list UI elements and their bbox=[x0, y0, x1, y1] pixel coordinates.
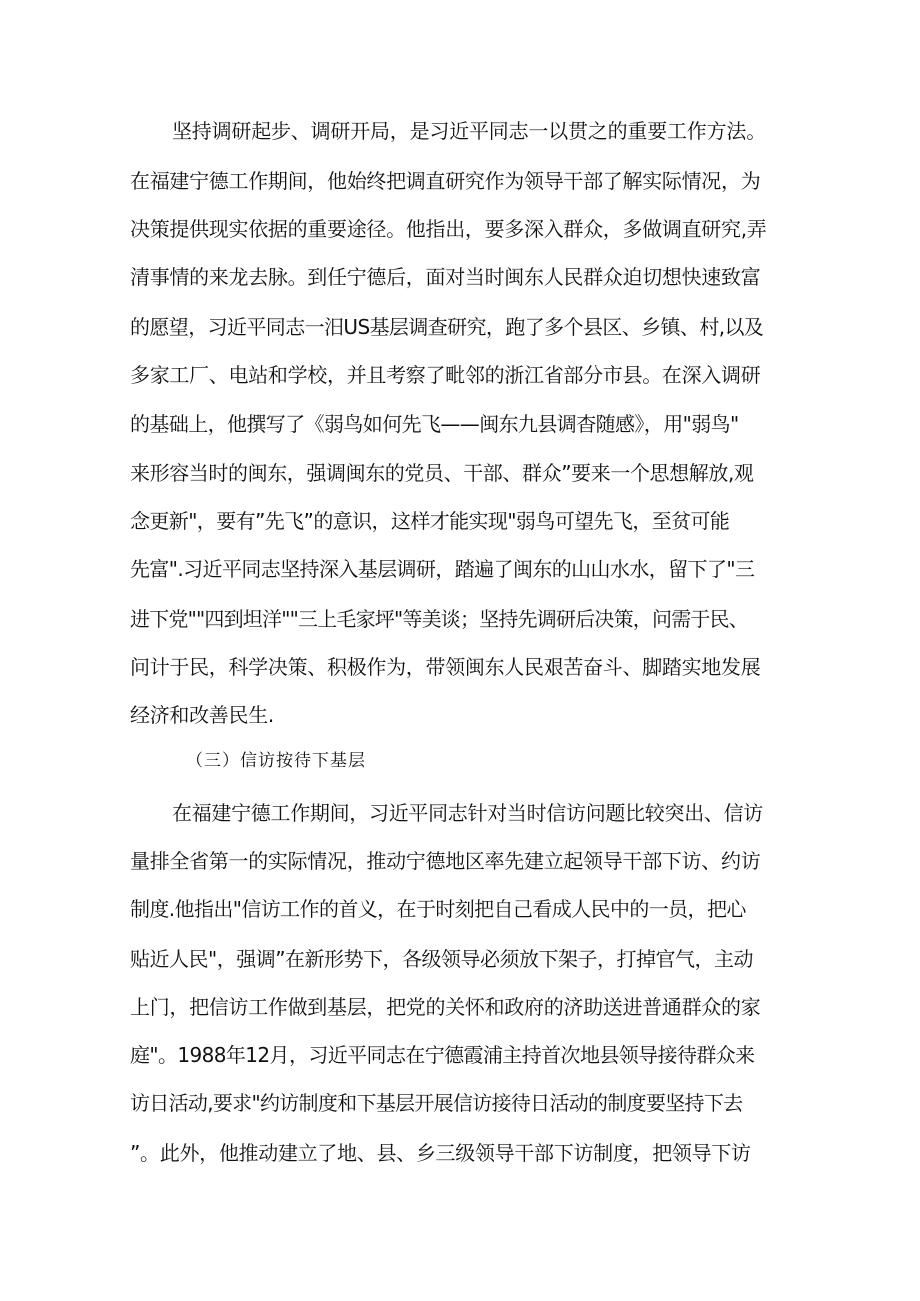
paragraph-line: 多家工厂、电站和学校，并且考察了毗邻的浙江省部分市县。在深入调研 bbox=[130, 363, 761, 387]
paragraph-line: 的愿望，习近平同志一汨US基层调查研究，跑了多个县区、乡镇、村,以及 bbox=[130, 315, 764, 339]
paragraph-line: 在福建宁德工作期间，他始终把调直研究作为领导干部了解实际情况，为 bbox=[130, 169, 761, 193]
paragraph-line: 贴近人民"，强调”在新形势下，各级领导必须放下架子，打掉官气，主动 bbox=[130, 947, 754, 971]
paragraph-line: 庭"。1988年12月，习近平同志在宁德霞浦主持首次地县领导接待群众来 bbox=[130, 1043, 755, 1067]
paragraph-line: 经济和改善民生. bbox=[130, 703, 274, 727]
paragraph-line: 坚持调研起步、调研开局，是习近平同志一以贯之的重要工作方法。 bbox=[172, 119, 766, 143]
paragraph-line: 来形容当时的闽东，强调闽东的党员、干部、群众”要来一个思想解放,观 bbox=[130, 461, 754, 485]
paragraph-line: 在福建宁德工作期间，习近平同志针对当时信访问题比较突出、信访 bbox=[172, 801, 763, 825]
paragraph-line: 制度.他指出"信访工作的首义，在于时刻把自己看成人民中的一员，把心 bbox=[130, 897, 746, 921]
paragraph-line: 念更新"，要有”先飞”的意识，这样才能实现"弱鸟可望先飞，至贫可能 bbox=[130, 509, 730, 533]
paragraph-line: 的基础上，他撰写了《弱鸟如何先飞——闽东九县调杳随感》，用"弱鸟" bbox=[130, 412, 739, 436]
paragraph-line: 上门，把信访工作做到基层，把党的关怀和政府的济助送进普通群众的家 bbox=[130, 995, 761, 1019]
paragraph-line: ”。此外，他推动建立了地、县、乡三级领导干部下访制度，把领导下访 bbox=[130, 1141, 751, 1165]
paragraph-line: 先富".习近平同志坚持深入基层调研，踏遍了闽东的山山水水，留下了"三 bbox=[130, 557, 755, 581]
paragraph-line: 访日活动,要求"约访制度和下基层开展信访接待日活动的制度要坚持下去 bbox=[130, 1091, 743, 1115]
paragraph-line: 量排全省第一的实际情况，推动宁德地区率先建立起领导干部下访、约访 bbox=[130, 849, 761, 873]
paragraph-line: 清事情的来龙去脉。到任宁德后，面对当时闽东人民群众迫切想快速致富 bbox=[130, 265, 761, 289]
paragraph-line: 进下党""四到坦洋""三上毛家坪"等美谈；坚持先调研后决策，问需于民、 bbox=[130, 607, 748, 631]
section-heading: （三）信访按待下基层 bbox=[186, 751, 366, 771]
paragraph-line: 决策提供现实依据的重要途径。他指出，要多深入群众，多做调直研究,弄 bbox=[130, 217, 767, 241]
paragraph-line: 问计于民，科学决策、积极作为，带领闽东人民艰苦奋斗、脚踏实地发展 bbox=[130, 655, 761, 679]
